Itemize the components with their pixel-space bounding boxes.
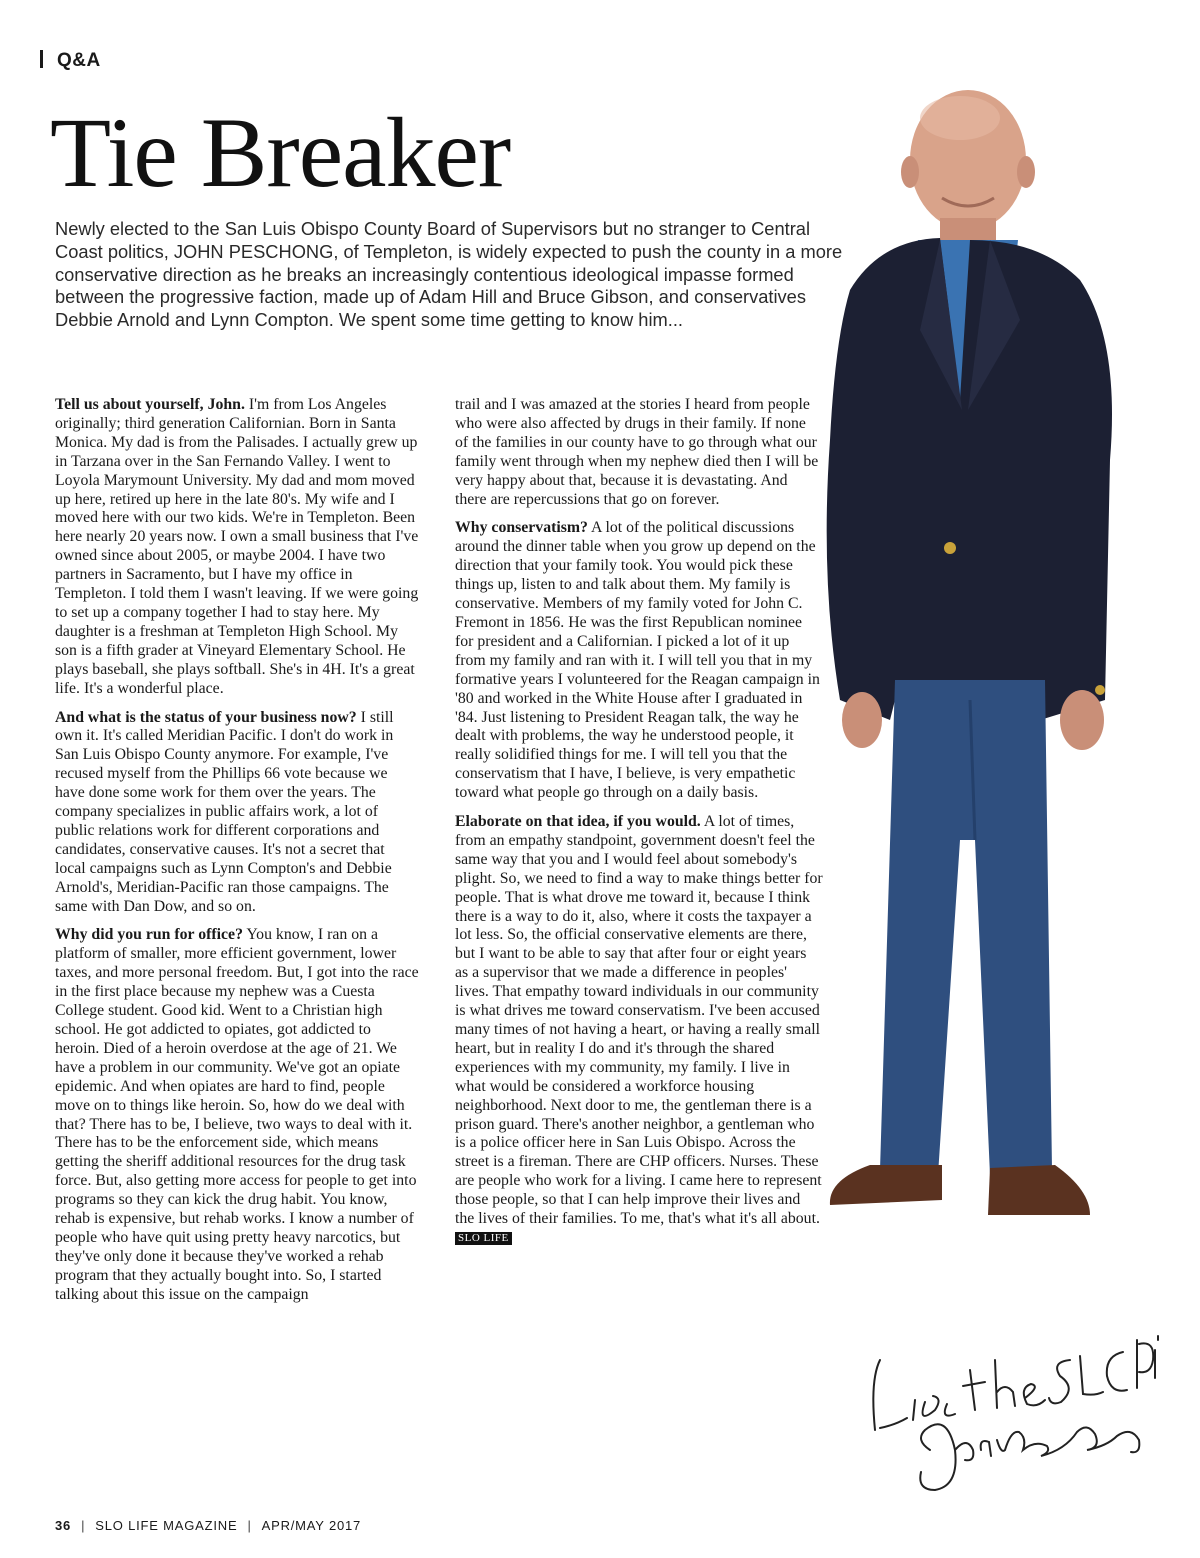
article-title: Tie Breaker: [50, 97, 511, 208]
magazine-name: SLO LIFE MAGAZINE: [95, 1518, 238, 1533]
issue-date: APR/MAY 2017: [261, 1518, 362, 1533]
answer: I still own it. It's called Meridian Pacific. I don't do work in San Luis Obispo County anymore. For example, I've recused myself from the Phillips 66 vote because we have done some work for them over the years. The company specializes in public affairs work, a lot of public relations work for different corporations and candidates, conservative causes. It's not a secret that local campaigns such as Lynn Compton's and Debbie Arnold's, Meridian-Pacific ran those campaigns. The same with Dan Dow, and so on.: [55, 708, 394, 915]
jacket: [827, 238, 1112, 720]
question: Why did you run for office?: [55, 926, 243, 944]
footer-separator: |: [247, 1518, 252, 1533]
article-intro: Newly elected to the San Luis Obispo County Board of Supervisors but no stranger to Central Coast politics, JOHN PESCHONG, of Templeton, is widely expected to push the county in a more conservative direction as he breaks an increasingly contentious ideological impasse formed between the progressive faction, made up of Adam Hill and Bruce Gibson, and conservatives Debbie Arnold and Lynn Compton. We spent some time getting to know him...: [55, 218, 843, 331]
handwritten-signature: [855, 1300, 1185, 1500]
footer-separator: |: [81, 1518, 86, 1533]
signature-caption: Live the SLO Life!: [855, 1300, 863, 1301]
qa-item: [455, 813, 823, 1248]
question: And what is the status of your business now?: [55, 708, 357, 726]
right-shoe: [988, 1165, 1090, 1215]
end-mark: SLO LIFE: [455, 1232, 512, 1245]
page-footer: [55, 1518, 361, 1533]
question: Tell us about yourself, John.: [55, 396, 245, 413]
jeans: [880, 680, 1052, 1175]
qa-item: [455, 519, 823, 803]
answer: I'm from Los Angeles originally; third generation Californian. Born in Santa Monica. My dad is from the Palisades. I actually grew up in Tarzana over in the San Fernando Valley. I went to Loyola Marymount University. My dad and mom moved up here, retired up here in the late 80's. My wife and I moved here with our two kids. We're in Templeton. Been here nearly 20 years now. I own a small business that I've owned since about 2005, or maybe 2004. I have two partners in Sacramento, but I have my office in Templeton. I told them I wasn't leaving. If we were going to set up a company together I had to stay here. My daughter is a freshman at Templeton High School. My son is a fifth grader at Vineyard Elementary School. He plays baseball, she plays softball. She's in 4H. It's a great life. It's a wonderful place.: [55, 396, 419, 697]
qa-item: [55, 709, 419, 917]
answer: A lot of the political discussions around the dinner table when you grow up depend on the direction that your family took. You would pick these things up, listen to and talk about them. My family is conservative. Members of my family voted for John C. Fremont in 1856. He was the first Republican nominee for president and a Californian. I picked a lot of it up from my family and ran with it. I will tell you that in my formative years I volunteered for the Reagan campaign in '80 and worked in the White House after I graduated in '84. Just listening to President Reagan talk, the way he dealt with problems, the way he understood people, it really solidified things for me. I will tell you that the conservatism that I have, I believe, is very empathetic toward what people go through on a daily basis.: [455, 519, 820, 802]
section-divider: [40, 50, 43, 68]
section-label: Q&A: [57, 50, 101, 71]
qa-item: [55, 396, 419, 699]
column-right: [455, 396, 823, 1258]
answer: You know, I ran on a platform of smaller, more efficient government, lower taxes, and more personal freedom. But, I got into the race in the first place because my nephew was a Cuesta College student. Good kid. Went to a Christian high school. He got addicted to opiates, got addicted to heroin. Died of a heroin overdose at the age of 21. We have a problem in our community. We've got an opiate epidemic. And when opiates are hard to find, people move on to things like heroin. So, how do we deal with that? There has to be, I believe, two ways to deal with it. There has to be the enforcement side, which means getting the sheriff additional resources for the drug task force. But, also getting more access for people to get into programs so they can kick the drug habit. You know, rehab is expensive, but rehab works. I know a number of people who have quit using pretty heavy narcotics, but they've only done it because they've worked a rehab program that they actually bought into. So, I started talking about this issue on the campaign: [55, 926, 419, 1303]
question: Why conservatism?: [455, 519, 588, 537]
left-shoe: [830, 1165, 942, 1205]
answer-continued: trail and I was amazed at the stories I heard from people who were also affected by drugs in their family. If none of the families in our county have to go through what our family went through when my nephew died then I will be very happy about that, because it is devastating. And there are repercussions that go on forever.: [455, 396, 819, 508]
section-tag: [40, 50, 101, 72]
column-left: [55, 396, 419, 1315]
answer: A lot of times, from an empathy standpoint, government doesn't feel the same way that you and I would feel about somebody's plight. So, we need to find a way to make things better for people. That is what drove me toward it, because I think there is a way to do it, also, where it costs the taxpayer a lot less. So, the official conservative elements are there, but I want to be able to say that after four or eight years as a supervisor that we made a difference in peoples' lives. That empathy toward individuals in our community is what drives me toward conservatism. I've been accused many times of not having a heart, or having a really small heart, but in reality I do and it's through the shared experiences with my community, my family. I live in what would be considered a workforce housing neighborhood. Next door to me, the gentleman there is a prison guard. There's another neighbor, a gentleman who is a police officer here in San Luis Obispo. Across the street is a fireman. There are CHP officers. Nurses. These are people who work for a living. I came here to represent those people, so that I can help improve their lives and the lives of their families. To me, that's what it's all about.: [455, 813, 823, 1228]
page-number: 36: [55, 1518, 72, 1533]
qa-item: [55, 926, 419, 1304]
portrait-photo: [790, 80, 1140, 1310]
question: Elaborate on that idea, if you would.: [455, 813, 701, 831]
